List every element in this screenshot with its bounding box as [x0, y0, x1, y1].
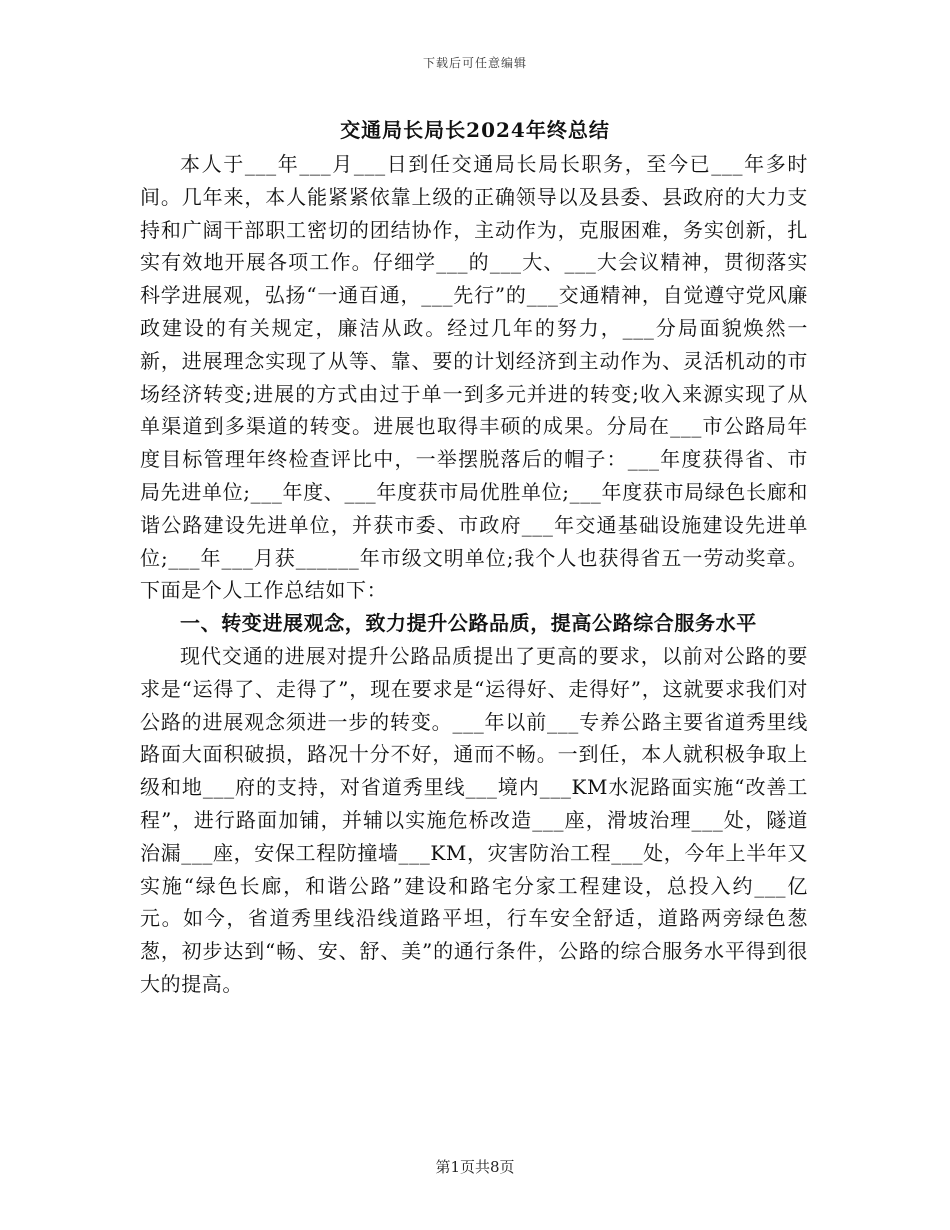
page-header: 下载后可任意编辑: [422, 56, 527, 70]
paragraph-intro: 本人于___年___月___日到任交通局长局长职务，至今已___年多时间。几年来，本人能紧紧依靠上级的正确领导以及县委、县政府的大力支持和广阔干部职工密切的团结协作，主动作为，克服困难，务实创新，扎实有效地开展各项工作。仔细学___的___大、___大会议精神，贯彻落实科学进展观，弘扬“一通百通，___先行”的___交通精神，自觉遵守党风廉政建设的有关规定，廉洁从政。经过几年的努力，___分局面貌焕然一新，进展理念实现了从等、靠、要的计划经济到主动作为、灵活机动的市场经济转变;进展的方式由过于单一到多元并进的转变;收入来源实现了从单渠道到多渠道的转变。进展也取得丰硕的成果。分局在___市公路局年度目标管理年终检查评比中，一举摆脱落后的帽子：___年度获得省、市局先进单位;___年度、___年度获市局优胜单位;___年度获市局绿色长廊和谐公路建设先进单位，并获市委、市政府___年交通基础设施建设先进单位;___年___月获______年市级文明单位;我个人也获得省五一劳动奖章。下面是个人工作总结如下：: [140, 152, 808, 603]
paragraph-section-1: 现代交通的进展对提升公路品质提出了更高的要求，以前对公路的要求是“运得了、走得了”，现在要求是“运得好、走得好”，这就要求我们对公路的进展观念须进一步的转变。___年以前___专养公路主要省道秀里线路面大面积破损，路况十分不好，通而不畅。一到任，本人就积极争取上级和地___府的支持，对省道秀里线___境内___KM水泥路面实施“改善工程”，进行路面加铺，并辅以实施危桥改造___座，滑坡治理___处，隧道治漏___座，安保工程防撞墙___KM，灾害防治工程___处，今年上半年又实施“绿色长廊，和谐公路”建设和路宅分家工程建设，总投入约___亿元。如今，省道秀里线沿线道路平坦，行车安全舒适，道路两旁绿色葱葱，初步达到“畅、安、舒、美”的通行条件，公路的综合服务水平得到很大的提高。: [140, 643, 808, 996]
section-heading-1: 一、转变进展观念，致力提升公路品质，提高公路综合服务水平: [180, 611, 757, 636]
document-body: [140, 148, 808, 1001]
document-title: 交通局长局长2024年终总结: [340, 118, 610, 142]
page-number: 第1页共8页: [435, 1158, 515, 1176]
